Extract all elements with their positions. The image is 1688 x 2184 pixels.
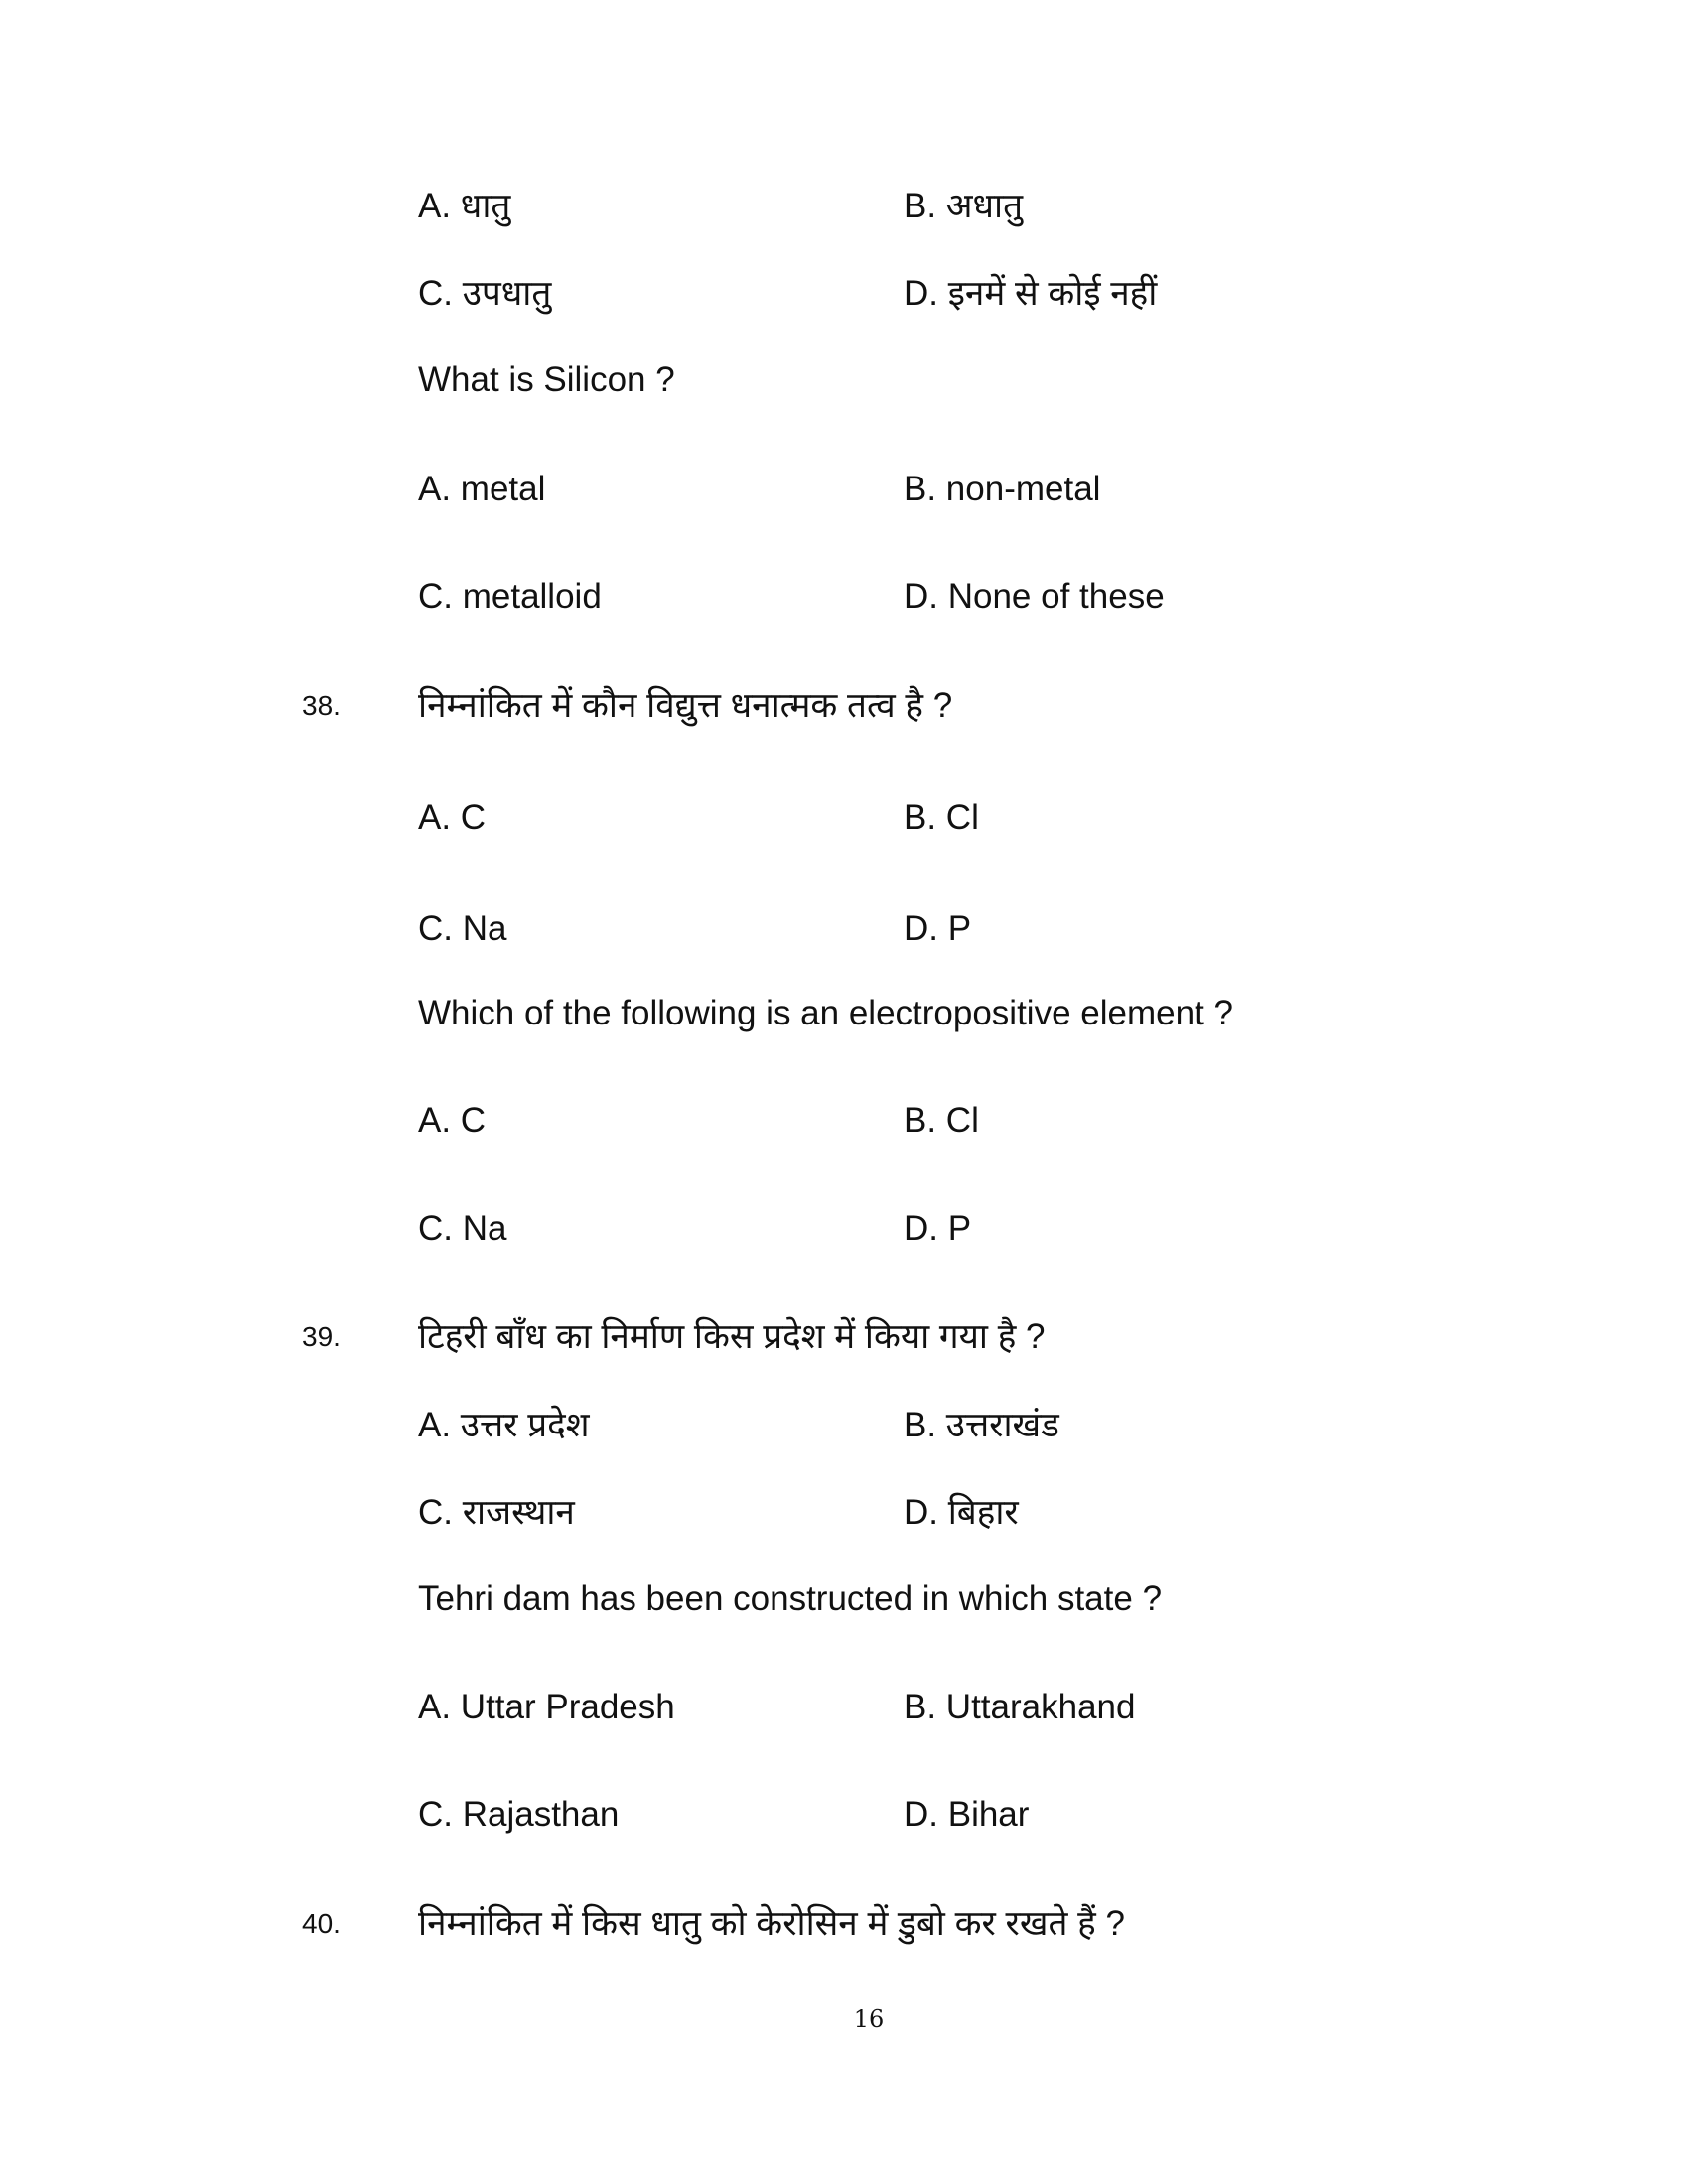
option-right: B. अधातु (904, 187, 1024, 225)
question-number: 39. (302, 1321, 341, 1352)
option-left: C. Na (418, 909, 507, 948)
option-right: D. P (904, 1209, 972, 1248)
question-text-hindi: निम्नांकित में किस धातु को केरोसिन में डुबो कर रखते हैं ? (418, 1904, 1125, 1943)
option-left: C. metalloid (418, 577, 602, 615)
option-left: A. C (418, 1101, 487, 1140)
question-text: What is Silicon ? (418, 360, 675, 399)
page-number: 16 (853, 2005, 885, 2033)
option-right: B. Uttarakhand (904, 1688, 1136, 1726)
option-right: D. बिहार (904, 1493, 1019, 1532)
question-number: 40. (302, 1908, 341, 1939)
option-right: B. उत्तराखंड (904, 1406, 1059, 1444)
option-right: D. Bihar (904, 1795, 1030, 1834)
option-left: C. Na (418, 1209, 507, 1248)
option-left: A. उत्तर प्रदेश (418, 1406, 590, 1444)
option-right: D. इनमें से कोई नहीं (904, 274, 1158, 313)
option-left: C. उपधातु (418, 274, 552, 313)
option-left: C. राजस्थान (418, 1493, 575, 1532)
option-right: D. None of these (904, 577, 1165, 615)
option-left: A. धातु (418, 187, 511, 225)
option-right: B. Cl (904, 1101, 979, 1140)
option-right: D. P (904, 909, 972, 948)
option-left: A. C (418, 798, 487, 837)
question-number: 38. (302, 690, 341, 721)
option-left: C. Rajasthan (418, 1795, 620, 1834)
question-text-hindi: टिहरी बाँध का निर्माण किस प्रदेश में किया गया है ? (418, 1317, 1046, 1356)
question-text: Which of the following is an electropositive element ? (418, 994, 1233, 1032)
option-left: A. Uttar Pradesh (418, 1688, 675, 1726)
option-left: A. metal (418, 470, 546, 508)
question-text: Tehri dam has been constructed in which state ? (418, 1579, 1163, 1618)
question-text-hindi: निम्नांकित में कौन विद्युत्त धनात्मक तत्व है ? (418, 686, 953, 725)
option-right: B. Cl (904, 798, 979, 837)
option-right: B. non-metal (904, 470, 1101, 508)
